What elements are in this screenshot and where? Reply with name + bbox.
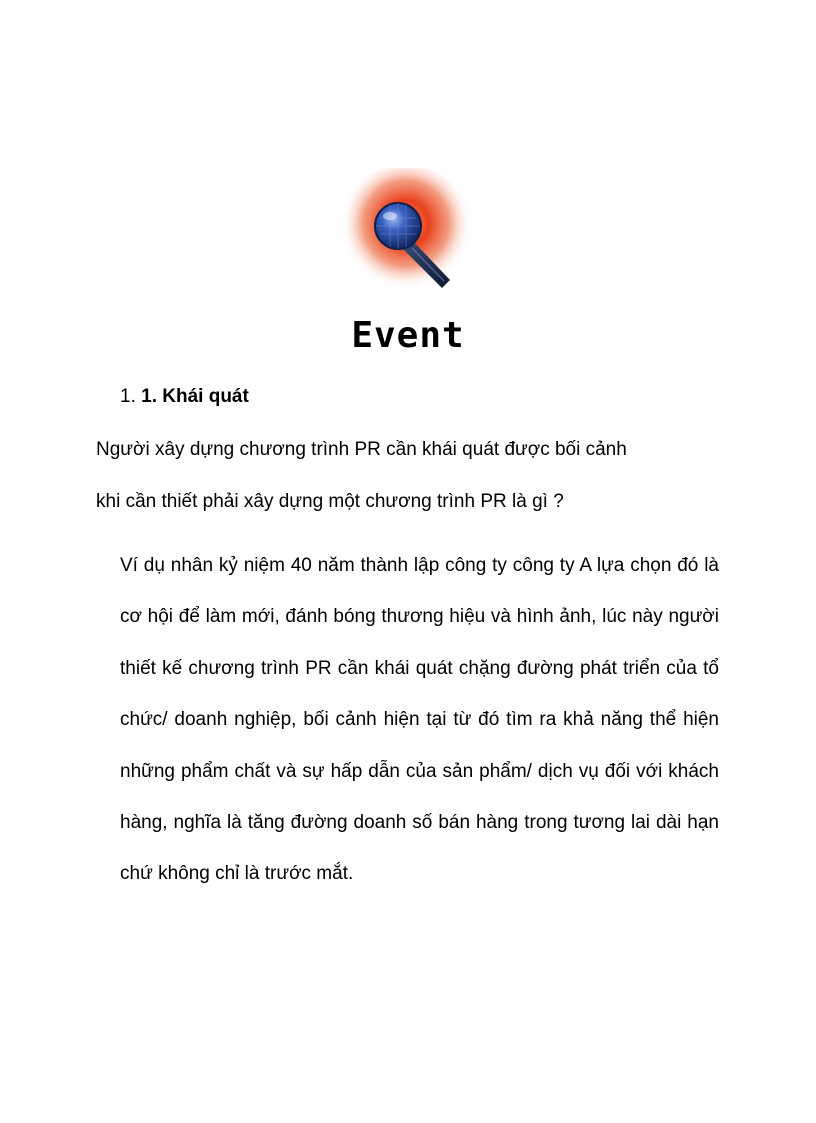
microphone-icon (340, 168, 480, 308)
microphone-illustration (340, 168, 480, 308)
body-paragraph: Ví dụ nhân kỷ niệm 40 năm thành lập công ty công ty A lựa chọn đó là cơ hội để làm mới, đánh bóng thương hiệu và hình ảnh, lúc này người thiết kế chương trình PR cần khái quát chặng đường phát triển của tổ chức/ doanh nghiệp, bối cảnh hiện tại từ đó tìm ra khả năng thể hiện những phẩm chất và sự hấp dẫn của sản phẩm/ dịch vụ đối với khách hàng, nghĩa là tăng đường doanh số bán hàng trong tương lai dài hạn chứ không chỉ là trước mắt. (120, 555, 719, 885)
section-number: 1. (120, 386, 136, 407)
section-heading (120, 384, 249, 410)
section-heading-text: 1. Khái quát (141, 386, 249, 407)
intro-line-1: Người xây dựng chương trình PR cần khái quát được bối cảnh (96, 439, 627, 460)
intro-line-2: khi cần thiết phải xây dựng một chương trình PR là gì ? (96, 491, 564, 512)
event-title: Event (351, 315, 465, 356)
